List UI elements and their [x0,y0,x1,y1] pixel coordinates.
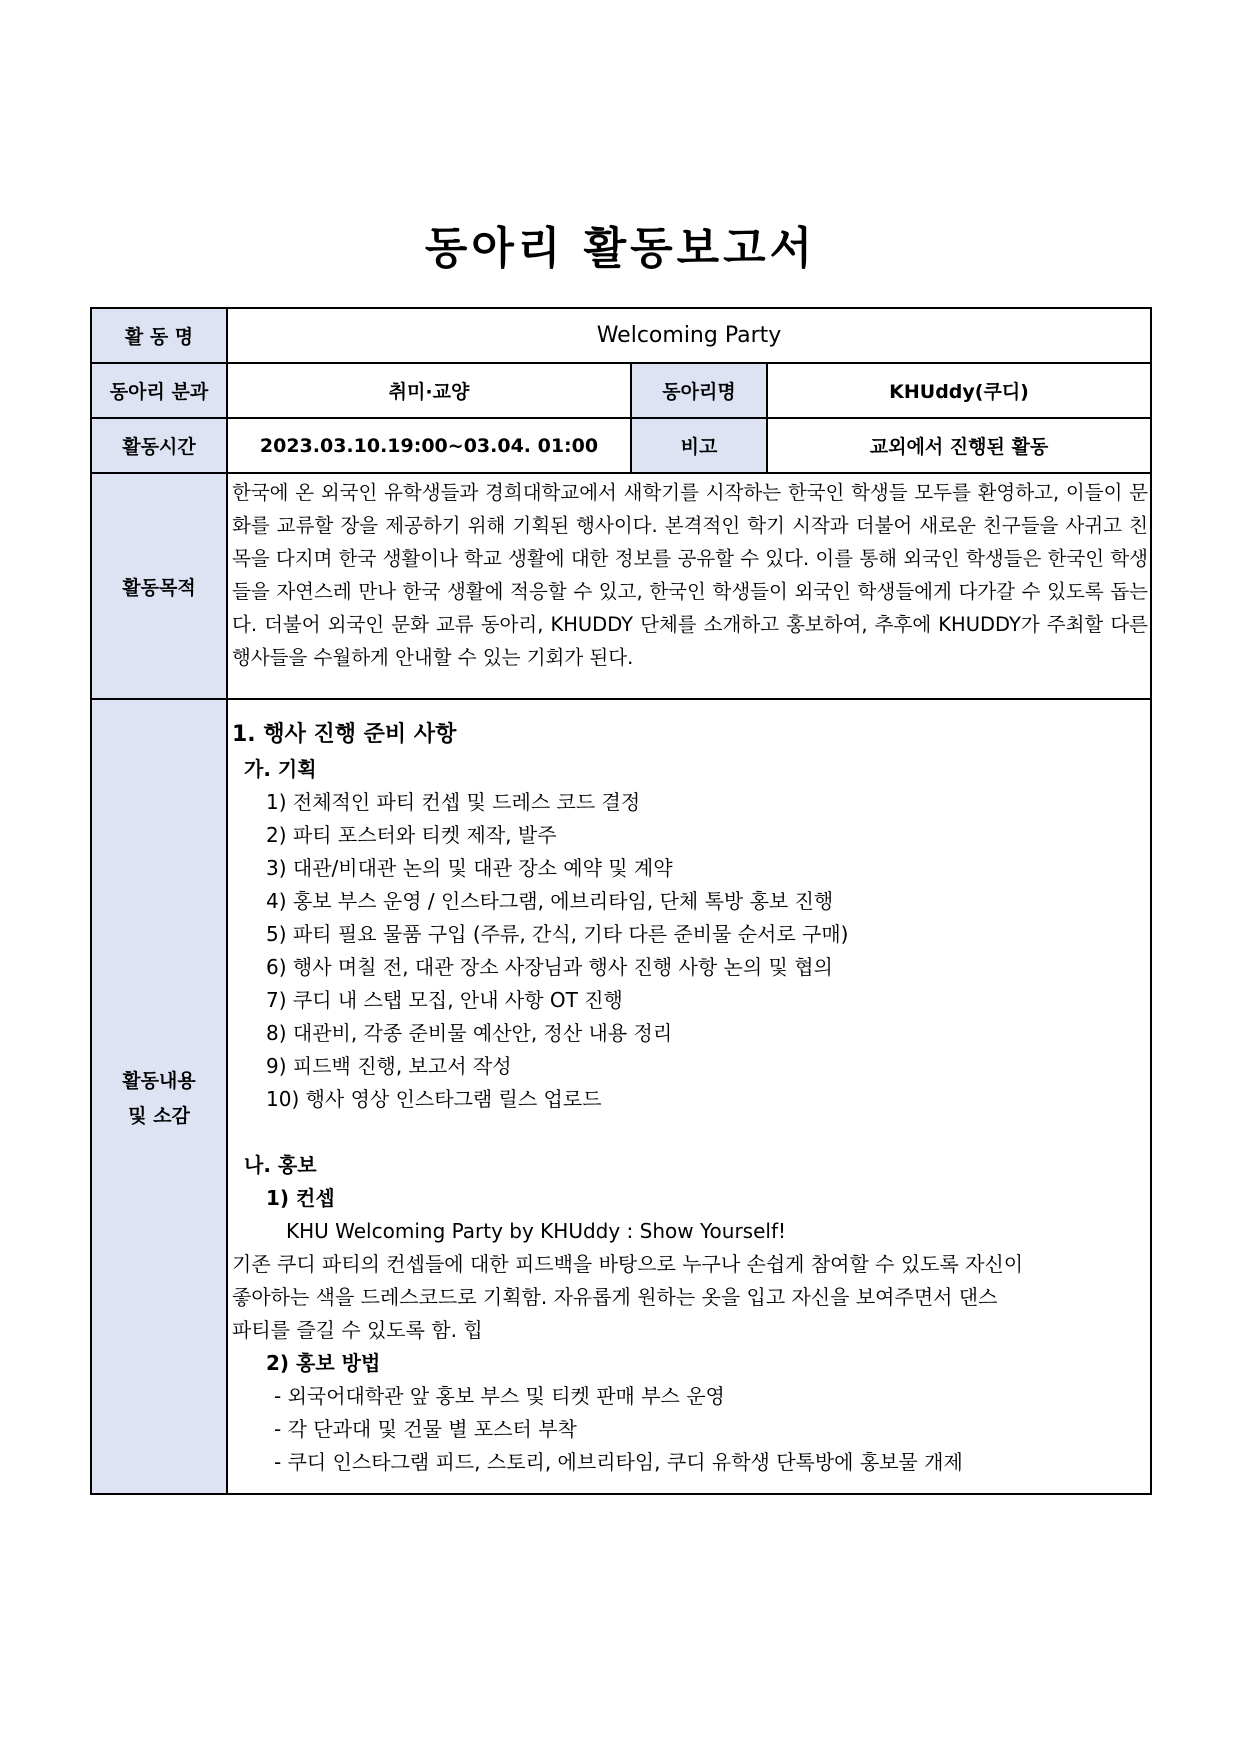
club-label: 동아리명 [631,363,767,418]
list-item: 4) 홍보 부스 운영 / 인스타그램, 에브리타임, 단체 톡방 홍보 진행 [266,889,834,913]
subsection-plan: 가. 기획 [244,757,317,781]
page-title: 동아리 활동보고서 [424,223,817,274]
content-body [228,700,1150,1479]
purpose-text: 한국에 온 외국인 유학생들과 경희대학교에서 새학기를 시작하는 한국인 학생들 모두를 환영하고, 이들이 문화를 교류할 장을 제공하기 위해 기획된 행사이다. 본격적인 학기 시작과 더불어 새로운 친구들을 사귀고 친목을 다지며 한국 생활이나 학교 생활에 대한 정보를 공유할 수 있다. 이를 통해 외국인 학생들은 한국인 학생들을 자연스레 만나 한국 생활에 적응할 수 있고, 한국인 학생들이 외국인 학생들에게 다가갈 수 있도록 돕는다. 더불어 외국인 문화 교류 동아리, KHUDDY 단체를 소개하고 홍보하여, 추후에 KHUDDY가 주최할 다른 행사들을 수월하게 안내할 수 있는 기회가 된다. [232,481,1148,669]
list-item: 8) 대관비, 각종 준비물 예산안, 정산 내용 정리 [266,1021,673,1045]
list-item: 5) 파티 필요 물품 구입 (주류, 간식, 기타 다른 준비물 순서로 구매) [266,922,849,946]
concept-heading: 1) 컨셉 [266,1186,335,1210]
list-item: 6) 행사 며칠 전, 대관 장소 사장님과 행사 진행 사항 논의 및 협의 [266,955,833,979]
list-item: 9) 피드백 진행, 보고서 작성 [266,1054,512,1078]
category-label: 동아리 분과 [91,363,227,418]
concept-title: KHU Welcoming Party by KHUddy : Show Yourself! [286,1219,787,1243]
category-value: 취미·교양 [227,363,631,418]
list-item: 3) 대관/비대관 논의 및 대관 장소 예약 및 계약 [266,856,673,880]
content-label [91,699,227,1494]
list-item: - 쿠디 인스타그램 피드, 스토리, 에브리타임, 쿠디 유학생 단톡방에 홍보물 개제 [274,1450,963,1474]
content-label-line-1: 활동내용 [122,1069,196,1092]
list-item: 1) 전체적인 파티 컨셉 및 드레스 코드 결정 [266,790,641,814]
list-item: 2) 파티 포스터와 티켓 제작, 발주 [266,823,557,847]
note-value: 교외에서 진행된 활동 [767,418,1151,473]
note-label: 비고 [631,418,767,473]
report-table [90,307,1152,1495]
section-heading: 1. 행사 진행 준비 사항 [232,722,457,747]
activity-name-label: 활 동 명 [91,308,227,363]
list-item: - 외국어대학관 앞 홍보 부스 및 티켓 판매 부스 운영 [274,1384,725,1408]
promo-heading: 2) 홍보 방법 [266,1351,381,1375]
concept-line: 좋아하는 색을 드레스코드로 기획함. 자유롭게 원하는 옷을 입고 자신을 보여주면서 댄스 [232,1285,998,1309]
list-item: 7) 쿠디 내 스탭 모집, 안내 사항 OT 진행 [266,988,623,1012]
concept-line: 기존 쿠디 파티의 컨셉들에 대한 피드백을 바탕으로 누구나 손쉽게 참여할 수 있도록 자신이 [232,1252,1024,1276]
activity-name-value: Welcoming Party [227,308,1151,363]
club-value: KHUddy(쿠디) [767,363,1151,418]
purpose-label: 활동목적 [91,473,227,699]
list-item: 10) 행사 영상 인스타그램 릴스 업로드 [266,1087,602,1111]
time-label: 활동시간 [91,418,227,473]
time-value: 2023.03.10.19:00~03.04. 01:00 [227,418,631,473]
subsection-promo: 나. 홍보 [244,1153,317,1177]
content-label-line-2: 및 소감 [128,1104,190,1127]
list-item: - 각 단과대 및 건물 별 포스터 부착 [274,1417,577,1441]
concept-line: 파티를 즐길 수 있도록 함. 힙 [232,1318,483,1342]
